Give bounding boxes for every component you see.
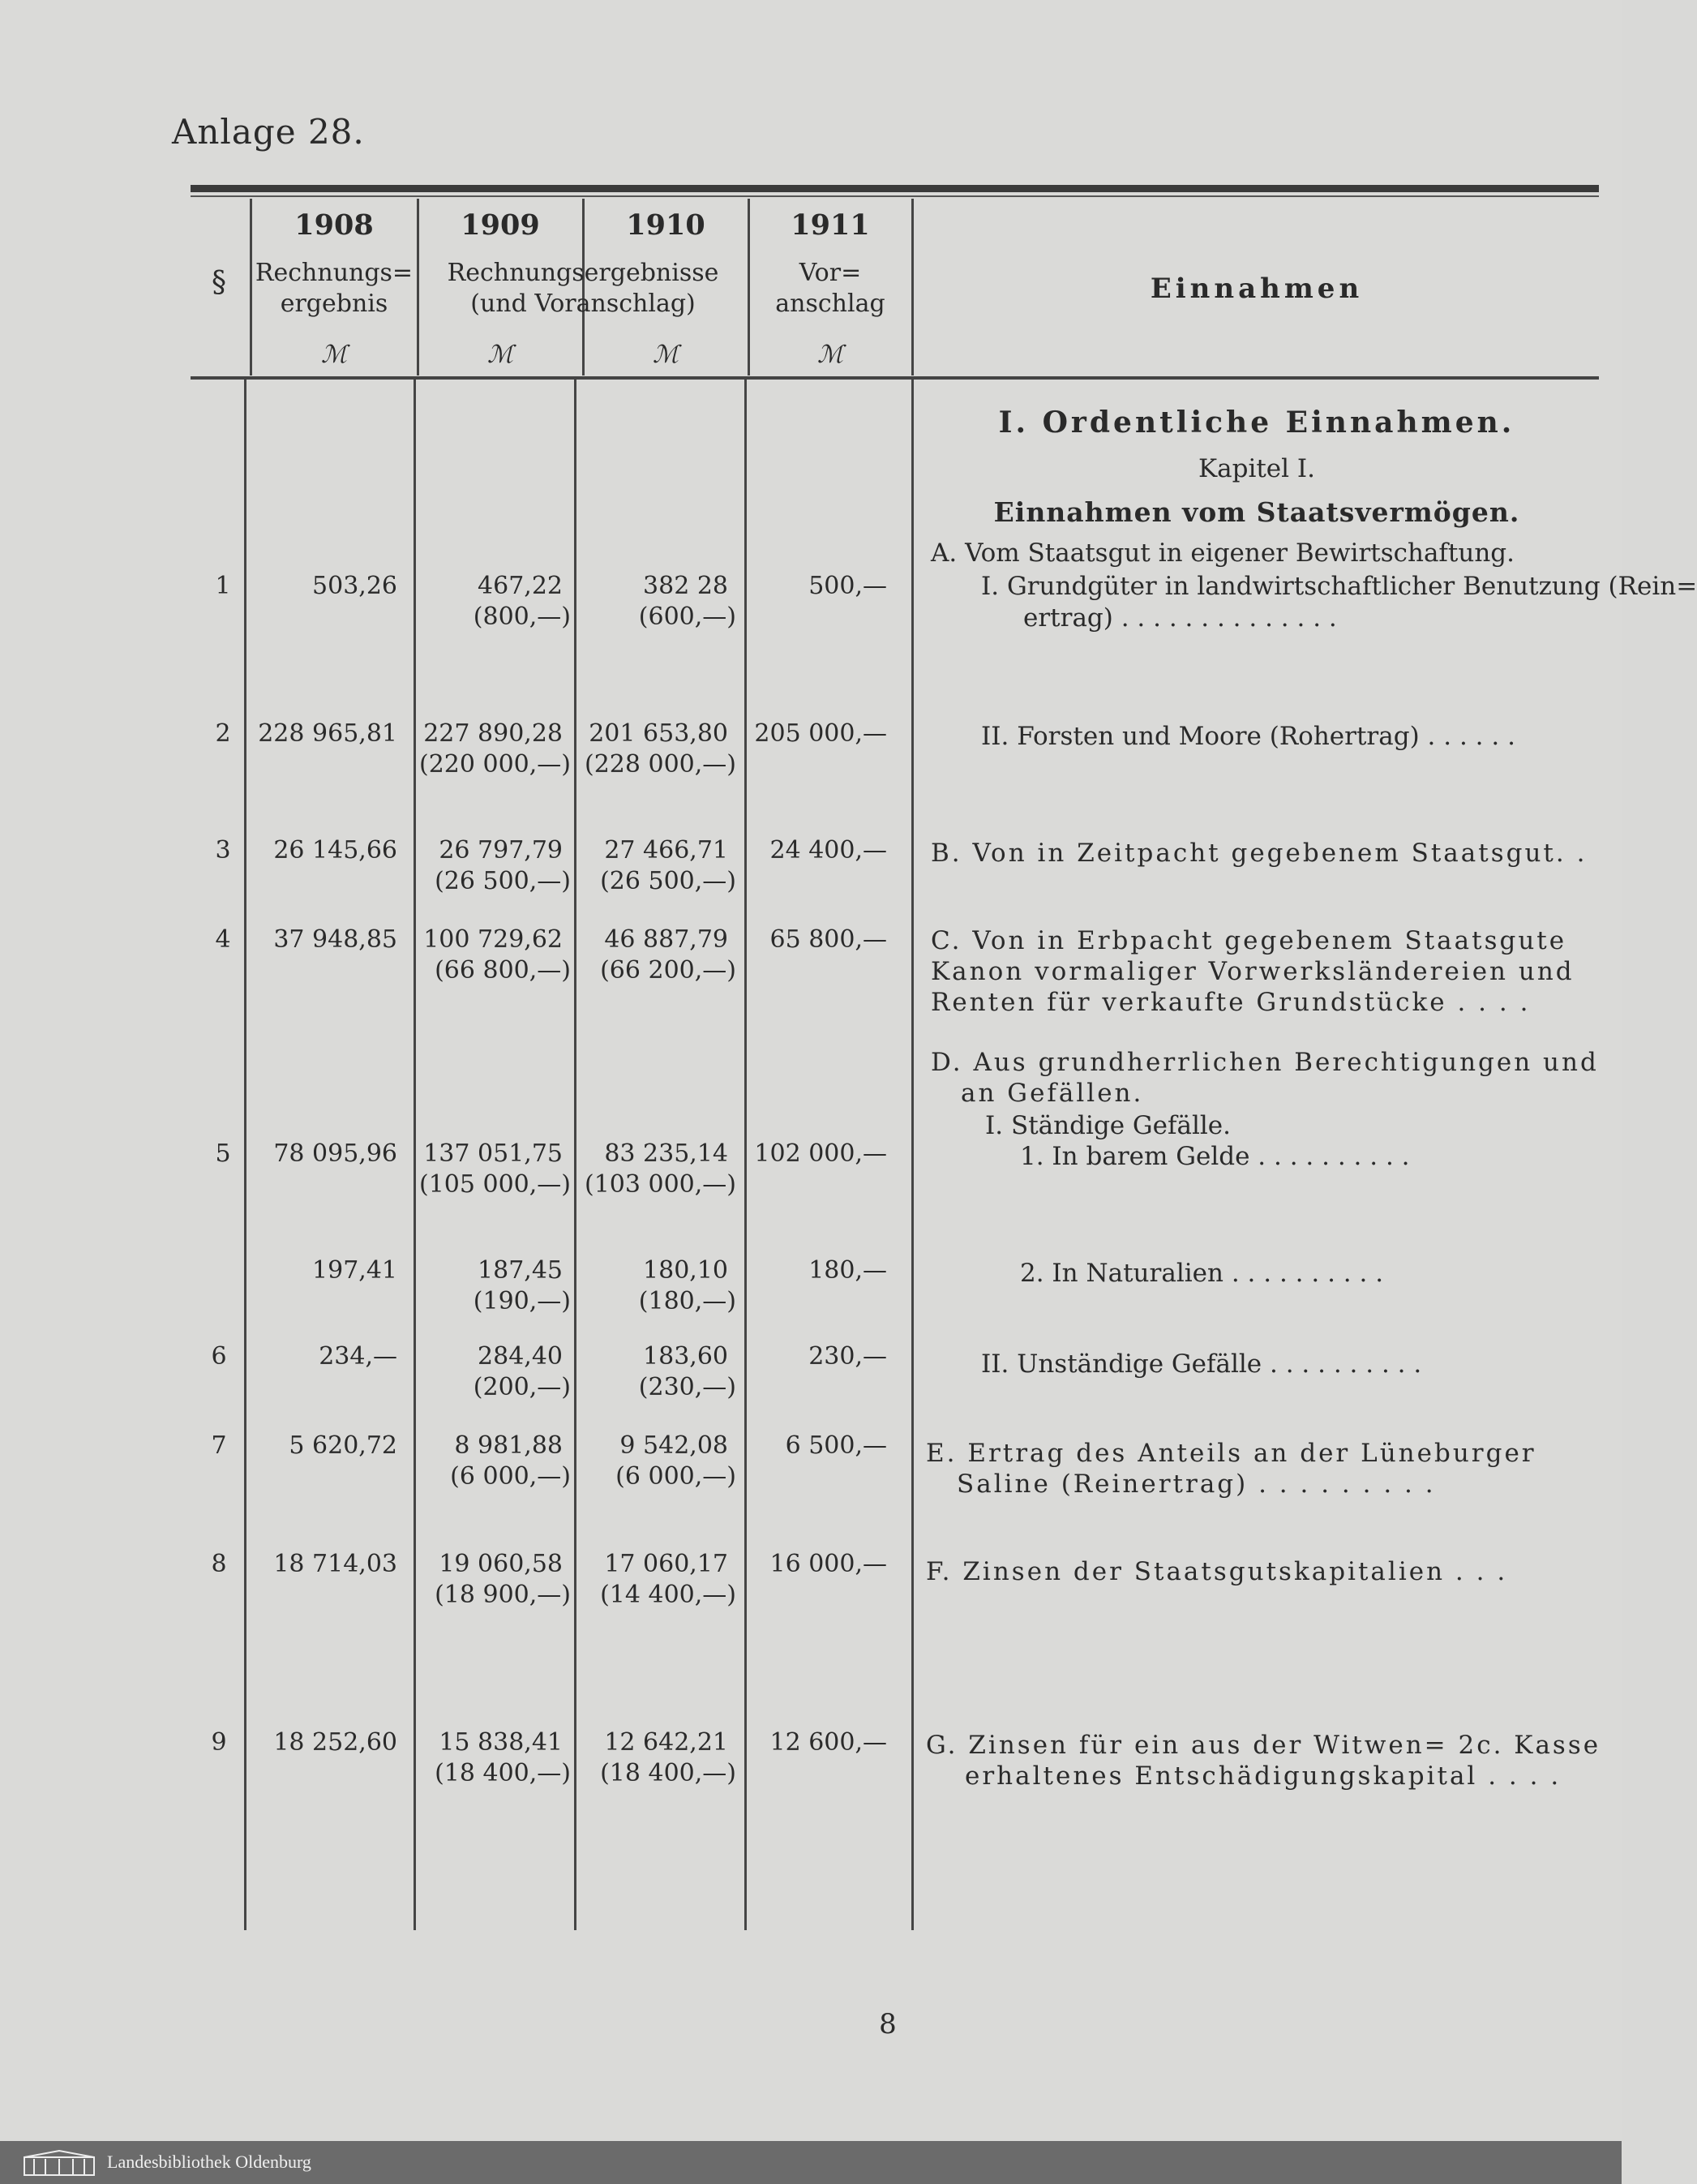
- kapitel-title: Einnahmen vom Staatsvermögen.: [993, 496, 1520, 528]
- library-building-icon: [23, 2149, 96, 2177]
- col-divider: [911, 380, 914, 1930]
- value-1909: 187,45: [478, 1256, 563, 1285]
- desc-F: F. Zinsen der Staatsgutskapitalien . . .: [926, 1557, 1508, 1586]
- desc-D-I-1: 1. In barem Gelde . . . . . . . . . .: [1020, 1142, 1410, 1171]
- desc-D: D. Aus grundherrlichen Berechtigungen und: [931, 1048, 1599, 1077]
- value-1908: 234,—: [319, 1342, 397, 1371]
- paragraph-number: 5: [215, 1139, 231, 1168]
- value-1909-budget: (6 000,—): [450, 1462, 571, 1491]
- desc-C: C. Von in Erbpacht gegebenem Staatsgute: [931, 926, 1567, 955]
- value-1911: 6 500,—: [785, 1431, 887, 1460]
- value-1910-budget: (26 500,—): [600, 867, 736, 895]
- year-1909: 1909: [461, 208, 540, 242]
- col-divider: [417, 199, 419, 375]
- value-1911: 180,—: [808, 1256, 887, 1285]
- value-1909-budget: (190,—): [473, 1287, 571, 1315]
- value-1910: 83 235,14: [604, 1139, 728, 1168]
- value-1910-budget: (230,—): [638, 1373, 736, 1401]
- value-1911: 205 000,—: [754, 719, 887, 748]
- value-1908: 18 252,60: [273, 1728, 397, 1757]
- value-1911: 102 000,—: [754, 1139, 887, 1168]
- header-1908-label: Rechnungs= ergebnis: [255, 259, 414, 318]
- value-1908: 26 145,66: [273, 836, 397, 865]
- value-1909: 137 051,75: [423, 1139, 563, 1168]
- desc-A1-cont: ertrag) . . . . . . . . . . . . . .: [1023, 603, 1337, 633]
- value-1910: 17 060,17: [604, 1550, 728, 1578]
- value-1910-budget: (228 000,—): [584, 750, 736, 779]
- paragraph-number: 1: [215, 572, 231, 600]
- value-1909-budget: (66 800,—): [435, 956, 571, 985]
- value-1909: 19 060,58: [439, 1550, 563, 1578]
- value-1910-budget: (6 000,—): [615, 1462, 736, 1491]
- paragraph-symbol: §: [212, 266, 226, 299]
- value-1910: 27 466,71: [604, 836, 728, 865]
- desc-E-line2: Saline (Reinertrag) . . . . . . . . .: [957, 1470, 1436, 1499]
- value-1909: 284,40: [478, 1342, 563, 1371]
- currency-mark: ℳ: [816, 341, 844, 369]
- desc-A2: II. Forsten und Moore (Rohertrag) . . . . . .: [981, 722, 1515, 751]
- value-1909-budget: (800,—): [473, 603, 571, 631]
- paragraph-number: 6: [211, 1342, 227, 1371]
- desc-D-line2: an Gefällen.: [961, 1079, 1144, 1108]
- col-divider: [748, 199, 750, 375]
- value-1910-budget: (103 000,—): [584, 1170, 736, 1199]
- value-1909-budget: (18 400,—): [435, 1759, 571, 1787]
- col-divider: [250, 199, 252, 375]
- value-1909-budget: (18 900,—): [435, 1581, 571, 1609]
- paragraph-number: 3: [215, 836, 231, 865]
- paragraph-number: 2: [215, 719, 231, 748]
- col-divider: [574, 380, 576, 1930]
- paragraph-number: 9: [211, 1728, 227, 1757]
- value-1910: 382 28: [643, 572, 728, 600]
- desc-G-line2: erhaltenes Entschädigungskapital . . . .: [965, 1761, 1562, 1791]
- value-1910-budget: (66 200,—): [600, 956, 736, 985]
- paragraph-number: 7: [211, 1431, 227, 1460]
- footer-library-name: Landesbibliothek Oldenburg: [107, 2152, 311, 2172]
- kapitel-label: Kapitel I.: [1198, 454, 1316, 483]
- value-1910-budget: (14 400,—): [600, 1581, 736, 1609]
- desc-B: B. Von in Zeitpacht gegebenem Staatsgut. .: [931, 839, 1588, 868]
- section-title: I. Ordentliche Einnahmen.: [998, 405, 1515, 440]
- value-1911: 24 400,—: [769, 836, 887, 865]
- value-1911: 65 800,—: [769, 925, 887, 954]
- value-1910: 12 642,21: [604, 1728, 728, 1757]
- currency-mark: ℳ: [320, 341, 348, 369]
- currency-mark: ℳ: [652, 341, 679, 369]
- value-1909: 227 890,28: [423, 719, 563, 748]
- value-1909-budget: (200,—): [473, 1373, 571, 1401]
- value-1910: 183,60: [643, 1342, 728, 1371]
- header-rule: [191, 376, 1599, 380]
- value-1908: 197,41: [312, 1256, 397, 1285]
- desc-E: E. Ertrag des Anteils an der Lüneburger: [926, 1439, 1536, 1468]
- value-1910: 201 653,80: [589, 719, 728, 748]
- value-1910: 46 887,79: [604, 925, 728, 954]
- value-1910-budget: (600,—): [638, 603, 736, 631]
- paragraph-number: 8: [211, 1550, 227, 1578]
- value-1908: 5 620,72: [289, 1431, 397, 1460]
- value-1910: 180,10: [643, 1256, 728, 1285]
- value-1910: 9 542,08: [619, 1431, 728, 1460]
- year-1911: 1911: [791, 208, 870, 242]
- value-1909: 8 981,88: [454, 1431, 563, 1460]
- value-1909: 26 797,79: [439, 836, 563, 865]
- desc-G: G. Zinsen für ein aus der Witwen= 2c. Kasse: [926, 1731, 1601, 1760]
- value-1909-budget: (220 000,—): [418, 750, 571, 779]
- anlage-label: Anlage 28.: [172, 112, 365, 152]
- value-1908: 37 948,85: [273, 925, 397, 954]
- header-1909-1910-label: Rechnungsergebnisse (und Voranschlag): [447, 259, 719, 318]
- col-divider: [911, 199, 914, 375]
- value-1910-budget: (180,—): [638, 1287, 736, 1315]
- currency-mark: ℳ: [486, 341, 514, 369]
- year-1908: 1908: [294, 208, 374, 242]
- value-1909: 467,22: [478, 572, 563, 600]
- value-1911: 500,—: [808, 572, 887, 600]
- col-divider: [414, 380, 416, 1930]
- value-1908: 228 965,81: [258, 719, 397, 748]
- value-1911: 230,—: [808, 1342, 887, 1371]
- paragraph-number: 4: [215, 925, 231, 954]
- desc-D-I-2: 2. In Naturalien . . . . . . . . . .: [1020, 1259, 1384, 1288]
- desc-A: A. Vom Staatsgut in eigener Bewirtschaftung.: [931, 538, 1515, 568]
- value-1909: 100 729,62: [423, 925, 563, 954]
- desc-D-I: I. Ständige Gefälle.: [985, 1111, 1231, 1140]
- einnahmen-header: Einnahmen: [1150, 272, 1364, 305]
- value-1909: 15 838,41: [439, 1728, 563, 1757]
- header-1911-label: Vor= anschlag: [775, 259, 885, 318]
- top-rule-thin: [191, 195, 1599, 197]
- value-1909-budget: (26 500,—): [435, 867, 571, 895]
- page-number: 8: [879, 2008, 897, 2040]
- value-1908: 18 714,03: [273, 1550, 397, 1578]
- desc-C-line3: Renten für verkaufte Grundstücke . . . .: [931, 988, 1531, 1017]
- value-1908: 78 095,96: [273, 1139, 397, 1168]
- value-1910-budget: (18 400,—): [600, 1759, 736, 1787]
- desc-C-line2: Kanon vormaliger Vorwerksländereien und: [931, 957, 1575, 986]
- value-1911: 12 600,—: [769, 1728, 887, 1757]
- top-rule: [191, 185, 1599, 192]
- value-1908: 503,26: [312, 572, 397, 600]
- col-divider: [744, 380, 747, 1930]
- value-1911: 16 000,—: [769, 1550, 887, 1578]
- desc-D-II: II. Unständige Gefälle . . . . . . . . . .: [981, 1349, 1422, 1379]
- year-1910: 1910: [626, 208, 705, 242]
- value-1909-budget: (105 000,—): [418, 1170, 571, 1199]
- desc-A1: I. Grundgüter in landwirtschaftlicher Benutzung (Rein=: [981, 572, 1697, 601]
